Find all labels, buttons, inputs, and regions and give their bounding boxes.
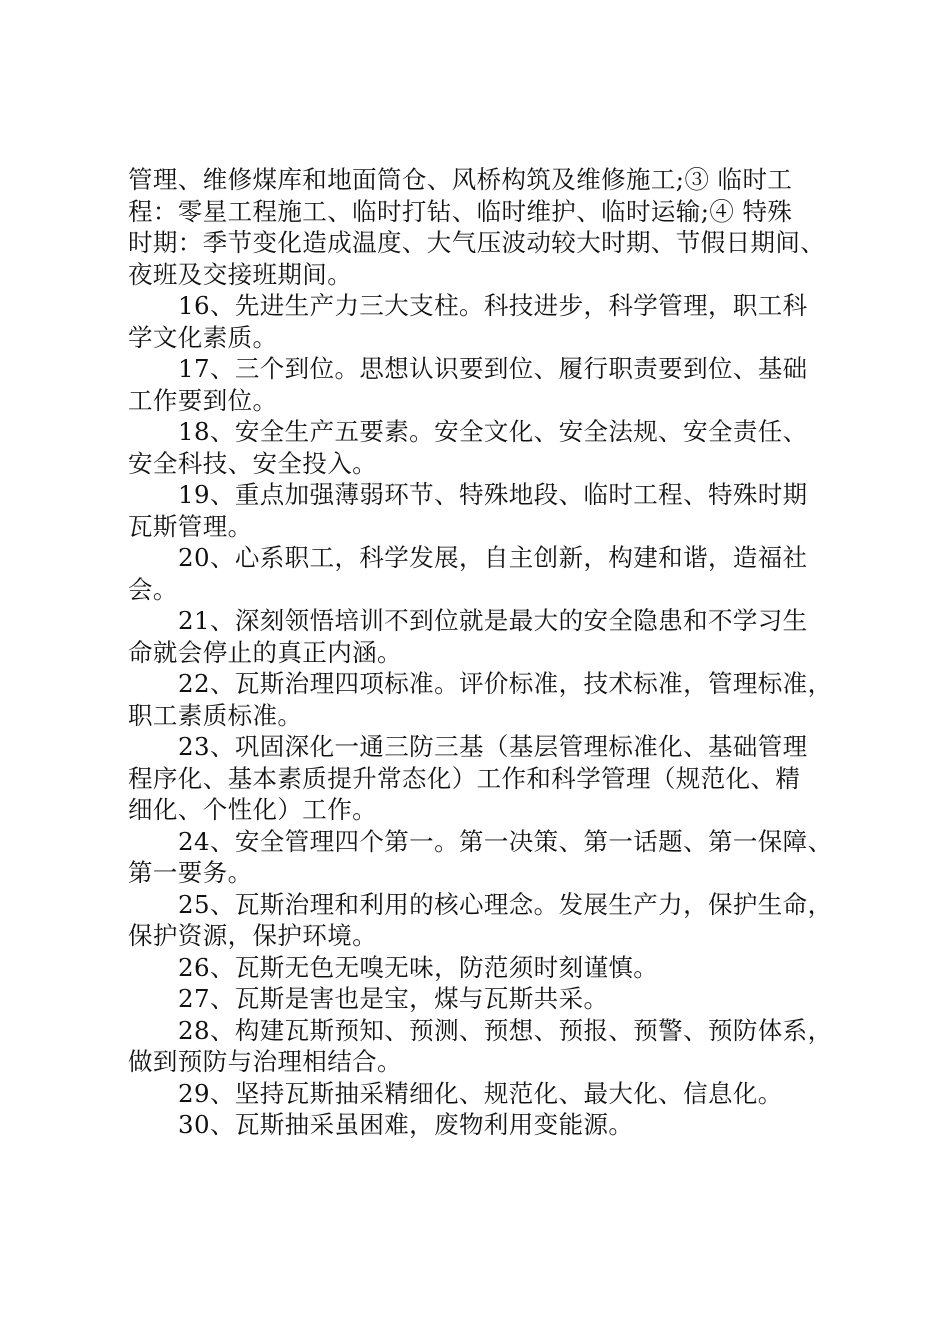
text-line: 命就会停止的真正内涵。 — [128, 637, 402, 667]
text-line: 工作要到位。 — [128, 385, 278, 415]
text-line: 夜班及交接班期间。 — [128, 259, 353, 289]
text-line: 保护资源，保护环境。 — [128, 921, 377, 950]
text-line: 24、安全管理四个第一。第一决策、第一话题、第一保障、 — [178, 826, 833, 856]
text-line: 管理、维修煤库和地面筒仓、风桥构筑及维修施工;③ 临时工 — [128, 165, 793, 194]
text-line: 做到预防与治理相结合。 — [128, 1047, 402, 1076]
text-line: 26、瓦斯无色无嗅无味，防范须时刻谨慎。 — [178, 952, 659, 982]
text-line: 程：零星工程施工、临时打钻、临时维护、临时运输;④ 特殊 — [128, 196, 793, 226]
text-line: 18、安全生产五要素。安全文化、安全法规、安全责任、 — [178, 417, 808, 446]
text-line: 23、巩固深化一通三防三基（基层管理标准化、基础管理 — [178, 732, 808, 761]
text-line: 22、瓦斯治理四项标准。评价标准，技术标准，管理标准， — [178, 669, 833, 698]
text-line: 第一要务。 — [128, 858, 253, 887]
text-line: 20、心系职工，科学发展，自主创新，构建和谐，造福社 — [178, 543, 808, 572]
text-line: 会。 — [128, 574, 178, 604]
text-line: 时期：季节变化造成温度、大气压波动较大时期、节假日期间、 — [128, 228, 826, 257]
document-body — [128, 164, 848, 1141]
text-line: 21、深刻领悟培训不到位就是最大的安全隐患和不学习生 — [178, 606, 808, 635]
text-line: 程序化、基本素质提升常态化）工作和科学管理（规范化、精 — [128, 763, 801, 793]
text-line: 安全科技、安全投入。 — [128, 448, 377, 478]
text-line: 28、构建瓦斯预知、预测、预想、预报、预警、预防体系， — [178, 1015, 833, 1045]
text-line: 瓦斯管理。 — [128, 511, 253, 541]
text-line: 27、瓦斯是害也是宝，煤与瓦斯共采。 — [178, 984, 609, 1013]
text-line: 25、瓦斯治理和利用的核心理念。发展生产力，保护生命， — [178, 889, 833, 919]
text-line: 职工素质标准。 — [128, 700, 303, 730]
text-line: 17、三个到位。思想认识要到位、履行职责要到位、基础 — [178, 354, 808, 383]
text-line: 29、坚持瓦斯抽采精细化、规范化、最大化、信息化。 — [178, 1078, 783, 1108]
text-line: 30、瓦斯抽采虽困难，废物利用变能源。 — [178, 1110, 634, 1139]
text-line: 19、重点加强薄弱环节、特殊地段、临时工程、特殊时期 — [178, 480, 808, 509]
text-line: 学文化素质。 — [128, 322, 278, 352]
text-line: 细化、个性化）工作。 — [128, 795, 377, 824]
text-line: 16、先进生产力三大支柱。科技进步，科学管理，职工科 — [178, 291, 808, 320]
